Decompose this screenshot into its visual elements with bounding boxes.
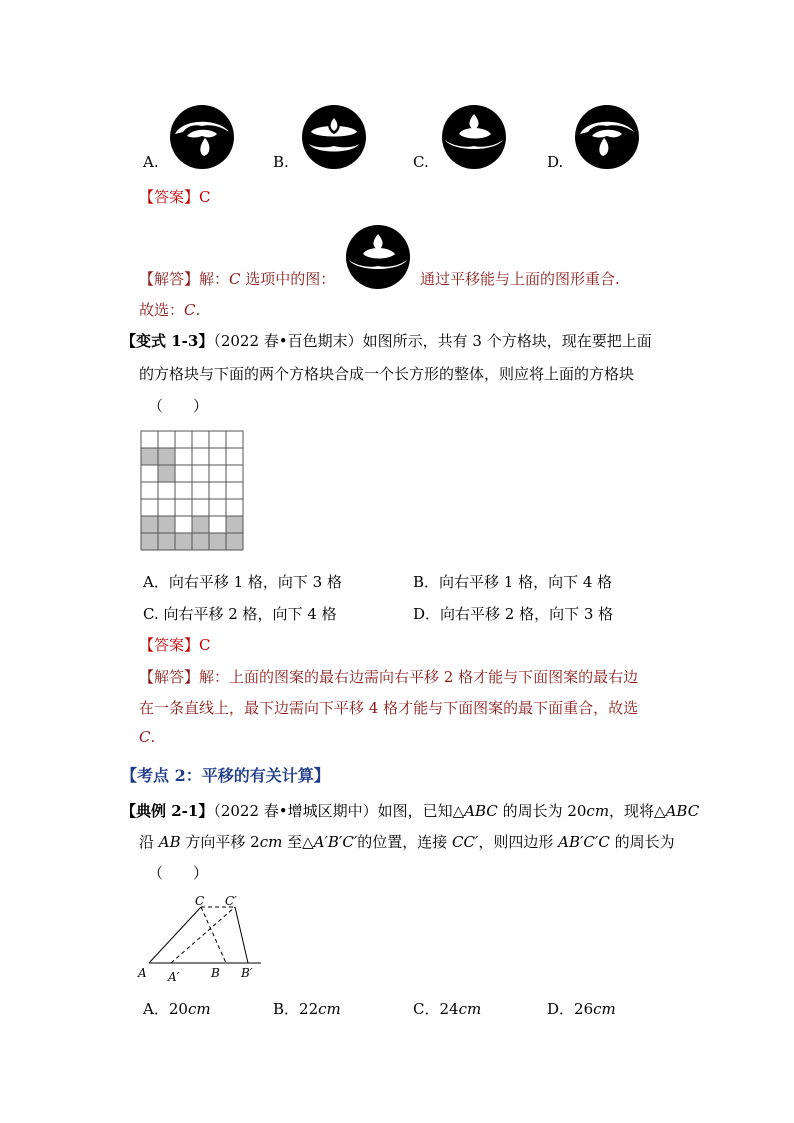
solution-mid: 选项中的图： (240, 270, 336, 288)
grid-cell (175, 448, 192, 465)
grid-cell (141, 465, 158, 482)
section-title: 【考点 2：平移的有关计算】 (121, 766, 330, 785)
grid-cell (209, 482, 226, 499)
B-symbol-icon (301, 104, 367, 170)
q2-tag: 【变式 1-3】 (121, 332, 214, 350)
option-C-label: C. (413, 153, 429, 171)
option-unit: cm (593, 1000, 616, 1018)
solution-C-symbol-icon (345, 224, 411, 290)
answer-tag: 【答案】 (139, 636, 200, 654)
option-unit: cm (458, 1000, 482, 1018)
grid-cell (226, 465, 243, 482)
answer-value: C (199, 188, 211, 206)
grid-cell (141, 431, 158, 448)
grid-cell (175, 499, 192, 516)
grid-cell (209, 516, 226, 533)
grid-figure (140, 430, 246, 552)
grid-cell (209, 448, 226, 465)
grid-cell-shaded (226, 516, 243, 533)
grid-cell (175, 431, 192, 448)
q3-option-C[interactable] (413, 998, 481, 1019)
q1-solution (139, 268, 335, 289)
grid-cell (226, 431, 243, 448)
q3-tag: 【典例 2-1】 (121, 802, 214, 820)
q3-text: 的周长为 20 (497, 802, 587, 820)
grid-cell-shaded (209, 533, 226, 550)
solution-text: 解：上面的图案的最右边需向右平移 2 格才能与下面图案的最右边 (199, 668, 639, 686)
q2-source: （2022 春•百色期末） (213, 332, 363, 350)
q2-line1 (121, 330, 652, 351)
q3-var: A′B′C′ (313, 833, 358, 851)
C-symbol-icon (441, 104, 507, 170)
grid-cell (175, 465, 192, 482)
q3-source: （2022 春•增城区期中） (213, 802, 378, 820)
option-value: 22 (299, 1000, 319, 1018)
grid-cell (226, 448, 243, 465)
q2-option-D[interactable]: D．向右平移 2 格，向下 3 格 (413, 605, 614, 623)
q3-text: 沿 (139, 833, 159, 851)
solution-letter: C (229, 270, 241, 288)
grid-cell (209, 465, 226, 482)
q1-answer (139, 186, 211, 207)
q3-text: 至△ (282, 833, 314, 851)
choose-letter: C (184, 301, 196, 319)
grid-cell-shaded (158, 533, 175, 550)
q2-solution-line2: 在一条直线上，最下边需向下平移 4 格才能与下面图案的最下面重合，故选 (139, 699, 639, 717)
grid-cell-shaded (158, 448, 175, 465)
solution-pre: 解： (199, 270, 230, 288)
option-unit: cm (318, 1000, 341, 1018)
q3-paren: （ ） (148, 864, 209, 882)
label-B: B (211, 966, 220, 980)
grid-cell-shaded (141, 448, 158, 465)
option-letter: B． (273, 1000, 300, 1018)
q2-option-A[interactable]: A．向右平移 1 格，向下 3 格 (143, 573, 342, 591)
q3-text: ，则四边形 (478, 833, 559, 851)
answer-value: C (199, 636, 211, 654)
D-symbol-icon (574, 104, 640, 170)
q3-option-D[interactable] (547, 998, 616, 1019)
A-symbol-icon (169, 104, 235, 170)
q3-unit: cm (586, 802, 610, 820)
q2-line2: 的方格块与下面的两个方格块合成一个长方形的整体，则应将上面的方格块 (139, 365, 635, 383)
label-B-prime: B′ (241, 966, 253, 980)
solution-tag: 【解答】 (139, 270, 200, 288)
option-unit: cm (187, 1000, 211, 1018)
q3-var: AB (158, 833, 181, 851)
grid-cell (192, 448, 209, 465)
choose-end: . (195, 301, 201, 319)
q2-paren: （ ） (148, 397, 209, 415)
solution-tag: 【解答】 (139, 668, 200, 686)
grid-cell (141, 499, 158, 516)
grid-cell (158, 431, 175, 448)
grid-cell (209, 431, 226, 448)
q3-text: ，现将△ (609, 802, 666, 820)
label-C: C (195, 894, 205, 908)
q3-var: CC′ (452, 833, 479, 851)
option-D-label: D. (547, 153, 564, 171)
solution-post: 通过平移能与上面的图形重合. (420, 270, 620, 288)
q3-var: AB′C′C (558, 833, 610, 851)
grid-cell-shaded (192, 533, 209, 550)
grid-cell (192, 431, 209, 448)
q3-line1 (121, 800, 699, 821)
option-B-label: B. (273, 153, 289, 171)
grid-cell-shaded (158, 465, 175, 482)
option-letter: C． (413, 1000, 440, 1018)
option-value: 26 (574, 1000, 594, 1018)
solution-letter: C (139, 728, 151, 746)
q2-solution-line1 (139, 666, 638, 687)
grid-cell (175, 482, 192, 499)
q1-choose (139, 299, 200, 320)
grid-cell (226, 499, 243, 516)
q3-text: 的位置，连接 (357, 833, 453, 851)
grid-cell (209, 499, 226, 516)
grid-cell (158, 482, 175, 499)
option-value: 20 (168, 1000, 188, 1018)
grid-cell (192, 465, 209, 482)
label-A: A (138, 966, 147, 980)
grid-cell-shaded (192, 516, 209, 533)
grid-cell-shaded (175, 533, 192, 550)
label-A-prime: A′ (168, 970, 180, 983)
grid-cell (192, 499, 209, 516)
q2-answer (139, 634, 211, 655)
grid-cell-shaded (158, 516, 175, 533)
label-C-prime: C′ (225, 894, 237, 908)
grid-cell-shaded (141, 516, 158, 533)
triangle-translation-figure (135, 893, 265, 983)
q3-option-A[interactable] (143, 998, 211, 1019)
option-value: 24 (439, 1000, 459, 1018)
q3-text: 如图，已知△ (377, 802, 465, 820)
q3-text: 方向平移 2 (180, 833, 260, 851)
option-A-label: A. (143, 153, 159, 171)
q3-line2 (139, 831, 675, 852)
q2-solution-line3 (139, 728, 155, 746)
solution-end: . (150, 728, 156, 746)
q2-text1: 如图所示，共有 3 个方格块，现在要把上面 (362, 332, 652, 350)
q3-var: ABC (464, 802, 498, 820)
grid-cell-shaded (141, 533, 158, 550)
grid-cell (226, 482, 243, 499)
answer-tag: 【答案】 (139, 188, 200, 206)
grid-cell (192, 482, 209, 499)
grid-cell-shaded (226, 533, 243, 550)
option-letter: A． (143, 1000, 169, 1018)
option-letter: D． (547, 1000, 575, 1018)
q3-option-B[interactable] (273, 998, 341, 1019)
grid-cell (175, 516, 192, 533)
q3-unit: cm (259, 833, 283, 851)
q2-option-B[interactable]: B．向右平移 1 格，向下 4 格 (413, 573, 613, 591)
grid-cell (158, 499, 175, 516)
q3-text: 的周长为 (609, 833, 675, 851)
q2-option-C[interactable]: C. 向右平移 2 格，向下 4 格 (143, 605, 337, 623)
q3-var: ABC (665, 802, 700, 820)
grid-cell (141, 482, 158, 499)
choose-label: 故选： (139, 301, 185, 319)
